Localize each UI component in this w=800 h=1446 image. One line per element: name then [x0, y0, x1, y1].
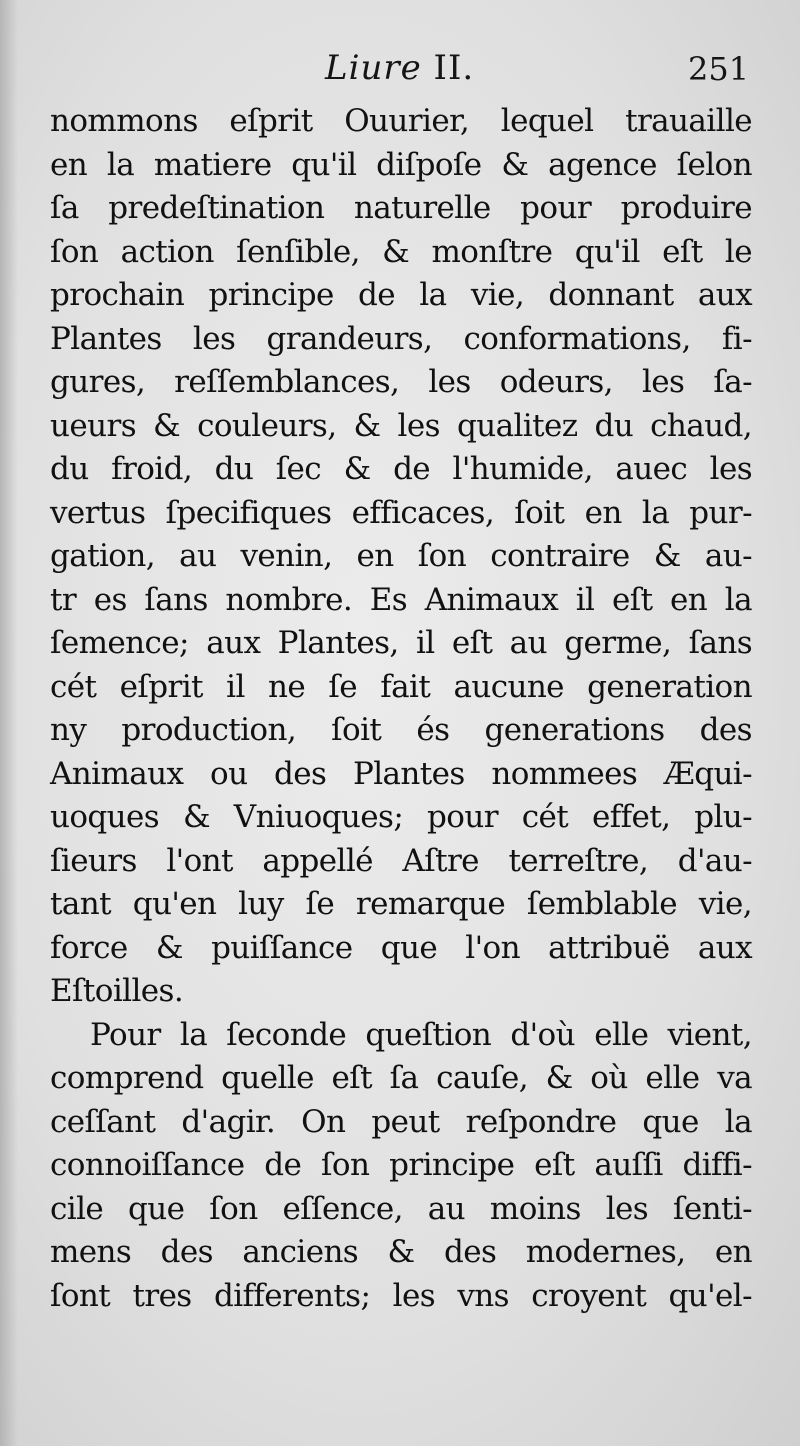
- text-line: connoiſſance de ſon principe eſt auſſi diffi-: [50, 1147, 752, 1183]
- text-line: tr es ſans nombre. Es Animaux il eſt en la: [50, 581, 752, 618]
- text-line: Animaux ou des Plantes nommees Æqui-: [50, 755, 752, 792]
- text-line: ſont tres differents; les vns croyent qu'el-: [50, 1277, 752, 1314]
- text-line: nommons eſprit Ouurier, lequel trauaille: [50, 103, 752, 139]
- running-head: [325, 48, 474, 88]
- text-line: comprend quelle eſt ſa cauſe, & où elle va: [50, 1060, 752, 1096]
- running-head-word: Liure: [325, 48, 422, 88]
- text-line: en la matiere qu'il diſpoſe & agence ſelon: [50, 146, 752, 183]
- text-line: vertus ſpecifiques efficaces, ſoit en la pur-: [50, 494, 752, 531]
- text-line-paragraph-end: Eſtoilles.: [50, 973, 184, 1009]
- text-line: mens des anciens & des modernes, en: [50, 1234, 752, 1270]
- text-line: ſon action ſenſible, & monſtre qu'il eſt le: [50, 233, 752, 270]
- text-line-paragraph-start: Pour la ſeconde queſtion d'où elle vient,: [90, 1016, 752, 1053]
- body-text: [50, 100, 752, 1318]
- page-gutter-shadow: [0, 0, 18, 1446]
- text-line: ſieurs l'ont appellé Aſtre terreſtre, d'au-: [50, 842, 752, 879]
- text-line: tant qu'en luy ſe remarque ſemblable vie,: [50, 886, 752, 922]
- page-header: [0, 48, 800, 98]
- text-line: du froid, du ſec & de l'humide, auec les: [50, 451, 752, 487]
- text-line: Plantes les grandeurs, conformations, fi-: [50, 320, 752, 357]
- text-line: ſemence; aux Plantes, il eſt au germe, ſans: [50, 625, 752, 661]
- text-line: force & puiſſance que l'on attribuë aux: [50, 929, 752, 966]
- text-line: ueurs & couleurs, & les qualitez du chaud,: [50, 407, 752, 444]
- text-line: cét eſprit il ne ſe fait aucune generation: [50, 668, 752, 705]
- text-line: ceſſant d'agir. On peut reſpondre que la: [50, 1103, 752, 1140]
- text-line: gures, reſſemblances, les odeurs, les ſa-: [50, 364, 752, 400]
- text-line: cile que ſon eſſence, au moins les ſenti-: [50, 1190, 752, 1227]
- text-line: gation, au venin, en ſon contraire & au-: [50, 538, 752, 574]
- running-head-number: II.: [433, 48, 475, 88]
- text-line: prochain principe de la vie, donnant aux: [50, 277, 752, 313]
- page-number: 251: [688, 50, 750, 88]
- text-line: ſa predeſtination naturelle pour produire: [50, 190, 752, 226]
- text-line: ny production, ſoit és generations des: [50, 712, 752, 748]
- text-line: uoques & Vniuoques; pour cét effet, plu-: [50, 799, 752, 835]
